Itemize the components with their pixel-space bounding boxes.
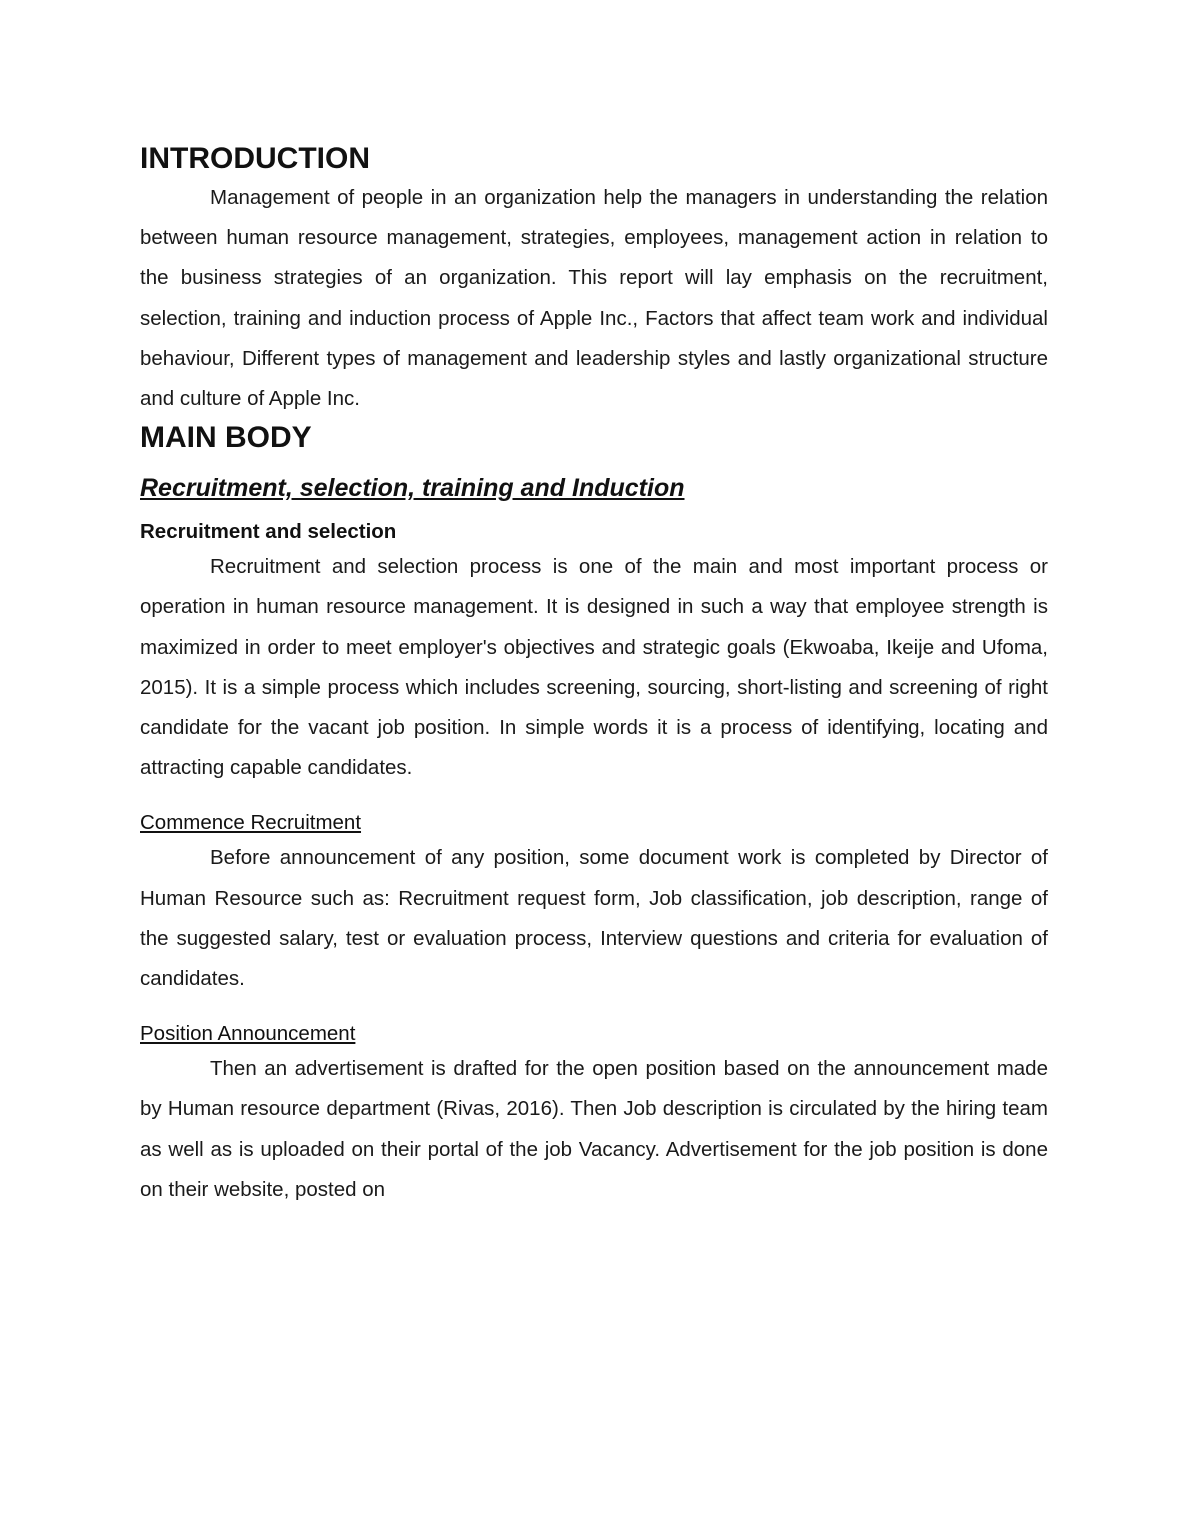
introduction-heading: INTRODUCTION	[140, 142, 370, 175]
position-announcement-title: Position Announcement	[140, 1022, 356, 1046]
recruitment-paragraph: Recruitment and selection process is one of the main and most important process or operation in human resource management. It is designed in such a way that employee strength is maximized in order to meet employer's objectives and strategic goals (Ekwoaba, Ikeije and Ufoma, 2015). It is a simple process which includes screening, sourcing, short-listing and screening of right candidate for the vacant job position. In simple words it is a process of identifying, locating and attracting capable candidates.	[140, 555, 1048, 780]
section-title-recruitment: Recruitment, selection, training and Induction	[140, 474, 685, 503]
commence-recruitment-title: Commence Recruitment	[140, 811, 362, 835]
document-page	[140, 140, 1048, 1210]
subsection-title-recruitment-selection: Recruitment and selection	[140, 520, 397, 544]
introduction-paragraph: Management of people in an organization help the managers in understanding the relation between human resource management, strategies, employees, management action in relation to the business strategies of an organization. This report will lay emphasis on the recruitment, selection, training and induction process of Apple Inc., Factors that affect team work and individual behaviour, Different types of management and leadership styles and lastly organizational structure and culture of Apple Inc.	[140, 186, 1048, 411]
main-body-heading: MAIN BODY	[140, 421, 312, 455]
commence-recruitment-paragraph: Before announcement of any position, some document work is completed by Director of Human Resource such as: Recruitment request form, Job classification, job description, range of the suggested salary, test or evaluation process, Interview questions and criteria for evaluation of candidates.	[140, 846, 1048, 991]
position-announcement-paragraph: Then an advertisement is drafted for the open position based on the announcement made by Human resource department (Rivas, 2016). Then Job description is circulated by the hiring team as well as is uploaded on their portal of the job Vacancy. Advertisement for the job position is done on their website, posted on	[140, 1057, 1048, 1201]
